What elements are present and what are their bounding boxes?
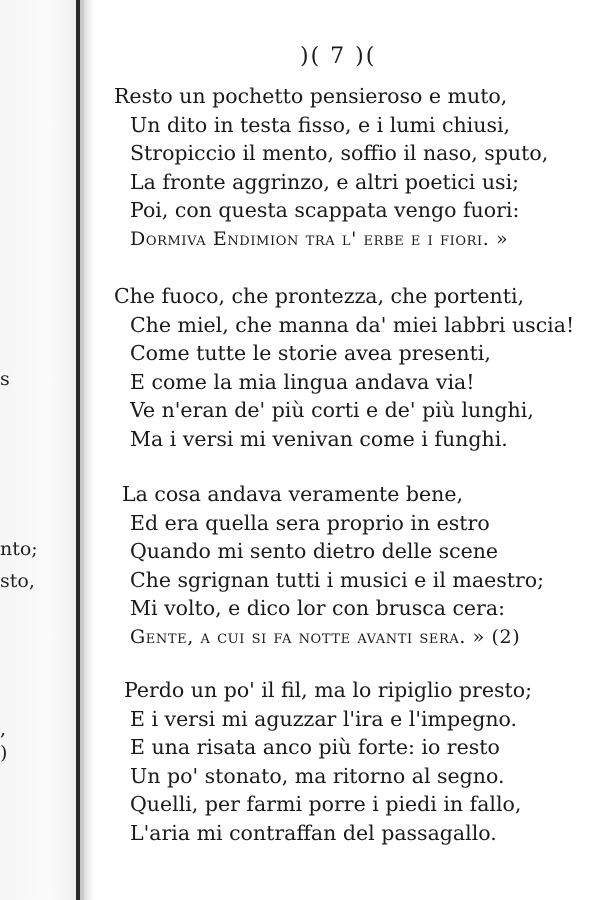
verse-line: Un po' stonato, ma ritorno al segno. bbox=[130, 763, 505, 788]
verse-line: Dormiva Endimion tra l' erbe e i fiori. » bbox=[130, 227, 509, 250]
verse-line: Un dito in testa fisso, e i lumi chiusi, bbox=[130, 112, 511, 137]
verse-line: E come la mia lingua andava via! bbox=[130, 369, 475, 394]
spine-shadow bbox=[80, 0, 94, 900]
verse-line: Gente, a cui si fa notte avanti sera. » (2) bbox=[130, 625, 521, 648]
previous-page-fragment: s bbox=[0, 368, 10, 390]
stanza-1 bbox=[114, 82, 604, 253]
verse-line: Quelli, per farmi porre i piedi in fallo, bbox=[130, 792, 522, 816]
stanza-4 bbox=[114, 676, 604, 847]
verse-line: Ve n'eran de' più corti e de' più lunghi, bbox=[130, 398, 534, 422]
verse-line: Quando mi sento dietro delle scene bbox=[130, 539, 499, 563]
page-gutter bbox=[0, 0, 84, 900]
verse-line: La fronte aggrinzo, e altri poetici usi; bbox=[130, 169, 520, 194]
verse-line: Perdo un po' il fil, ma lo ripiglio presto; bbox=[124, 678, 532, 702]
verse-line: Che miel, che manna da' miei labbri uscia! bbox=[130, 312, 575, 337]
stanza-3 bbox=[114, 480, 604, 651]
verse-line: Ed era quella sera proprio in estro bbox=[130, 510, 490, 535]
previous-page-fragment: ) bbox=[0, 742, 8, 764]
verse-line: E i versi mi aguzzar l'ira e l'impegno. bbox=[130, 706, 518, 731]
verse-line: Che fuoco, che prontezza, che portenti, bbox=[114, 284, 525, 308]
previous-page-fragment: sto, bbox=[0, 570, 35, 592]
page-number: )( 7 )( bbox=[300, 44, 377, 69]
verse-line: L'aria mi contraffan del passagallo. bbox=[130, 820, 497, 845]
previous-page-fragment: nto; bbox=[0, 538, 38, 560]
verse-line: Ma i versi mi venivan come i funghi. bbox=[130, 426, 508, 451]
previous-page-fragment: , bbox=[0, 718, 7, 740]
verse-line: Mi volto, e dico lor con brusca cera: bbox=[130, 596, 505, 620]
verse-line: Che sgrignan tutti i musici e il maestro; bbox=[130, 567, 545, 592]
verse-line: Resto un pochetto pensieroso e muto, bbox=[114, 84, 508, 108]
verse-line: E una risata anco più forte: io resto bbox=[130, 735, 500, 759]
verse-line: La cosa andava veramente bene, bbox=[122, 482, 464, 506]
verse-line: Poi, con questa scappata vengo fuori: bbox=[130, 198, 520, 222]
verse-line: Come tutte le storie avea presenti, bbox=[130, 341, 491, 365]
verse-line: Stropiccio il mento, soffio il naso, sputo, bbox=[130, 141, 549, 165]
stanza-2 bbox=[114, 282, 604, 453]
